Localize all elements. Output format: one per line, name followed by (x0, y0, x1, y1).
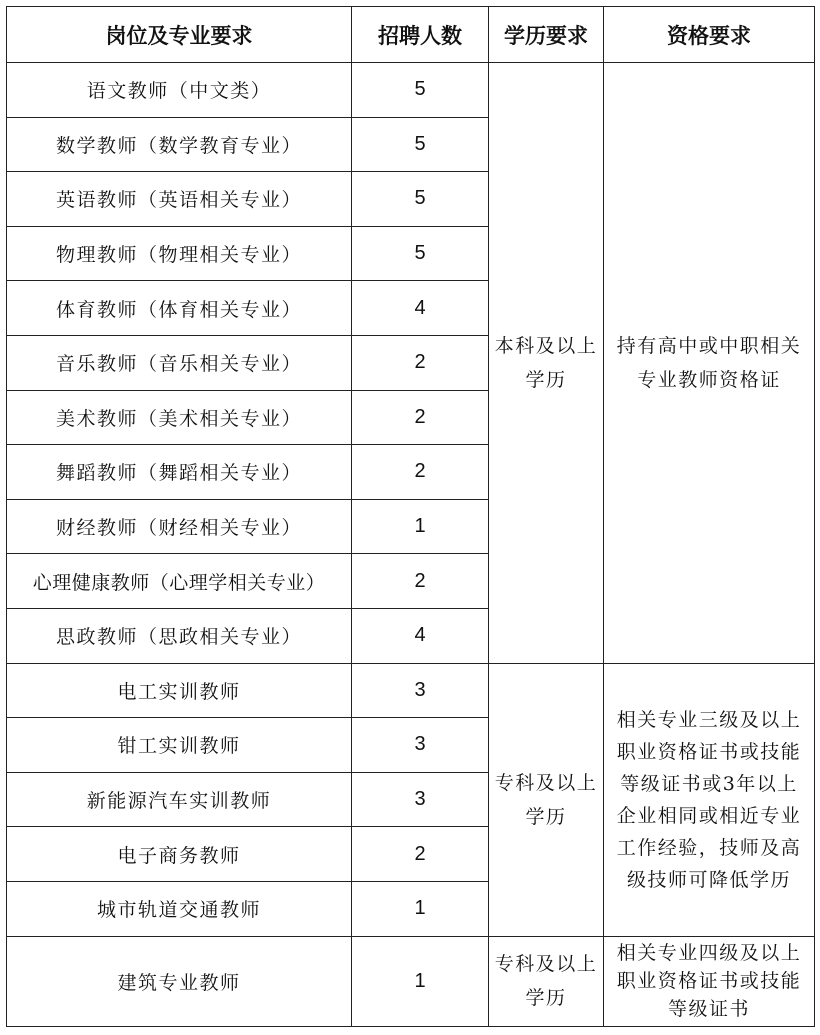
header-qualification: 资格要求 (604, 7, 815, 63)
position-cell: 思政教师（思政相关专业） (7, 608, 352, 663)
header-count: 招聘人数 (352, 7, 489, 63)
position-cell: 美术教师（美术相关专业） (7, 390, 352, 445)
header-row (7, 7, 815, 63)
count-cell: 3 (352, 663, 489, 718)
position-cell: 新能源汽车实训教师 (7, 772, 352, 827)
count-cell: 4 (352, 281, 489, 336)
count-cell: 1 (352, 936, 489, 1026)
count-cell: 5 (352, 226, 489, 281)
count-cell: 2 (352, 335, 489, 390)
position-cell: 物理教师（物理相关专业） (7, 226, 352, 281)
header-education: 学历要求 (489, 7, 604, 63)
count-cell: 3 (352, 772, 489, 827)
count-cell: 3 (352, 718, 489, 773)
position-cell: 电工实训教师 (7, 663, 352, 718)
position-cell: 城市轨道交通教师 (7, 881, 352, 936)
position-cell: 电子商务教师 (7, 827, 352, 882)
table-row (7, 663, 815, 718)
qualification-cell: 相关专业四级及以上职业资格证书或技能等级证书 (604, 936, 815, 1026)
education-cell: 本科及以上学历 (489, 63, 604, 664)
position-cell: 数学教师（数学教育专业） (7, 117, 352, 172)
count-cell: 2 (352, 390, 489, 445)
position-cell: 音乐教师（音乐相关专业） (7, 335, 352, 390)
table-row (7, 936, 815, 1026)
table-row (7, 63, 815, 118)
count-cell: 2 (352, 827, 489, 882)
count-cell: 2 (352, 445, 489, 500)
education-cell: 专科及以上学历 (489, 936, 604, 1026)
header-position: 岗位及专业要求 (7, 7, 352, 63)
count-cell: 4 (352, 608, 489, 663)
count-cell: 5 (352, 117, 489, 172)
qualification-cell: 持有高中或中职相关专业教师资格证 (604, 63, 815, 664)
count-cell: 5 (352, 63, 489, 118)
count-cell: 1 (352, 881, 489, 936)
count-cell: 1 (352, 499, 489, 554)
count-cell: 5 (352, 172, 489, 227)
position-cell: 舞蹈教师（舞蹈相关专业） (7, 445, 352, 500)
education-cell: 专科及以上学历 (489, 663, 604, 936)
recruitment-table (6, 6, 815, 1027)
position-cell: 英语教师（英语相关专业） (7, 172, 352, 227)
position-cell: 语文教师（中文类） (7, 63, 352, 118)
qualification-cell: 相关专业三级及以上职业资格证书或技能等级证书或3年以上企业相同或相近专业工作经验，技师及高级技师可降低学历 (604, 663, 815, 936)
position-cell: 财经教师（财经相关专业） (7, 499, 352, 554)
position-cell: 心理健康教师（心理学相关专业） (7, 554, 352, 609)
count-cell: 2 (352, 554, 489, 609)
position-cell: 钳工实训教师 (7, 718, 352, 773)
position-cell: 建筑专业教师 (7, 936, 352, 1026)
position-cell: 体育教师（体育相关专业） (7, 281, 352, 336)
